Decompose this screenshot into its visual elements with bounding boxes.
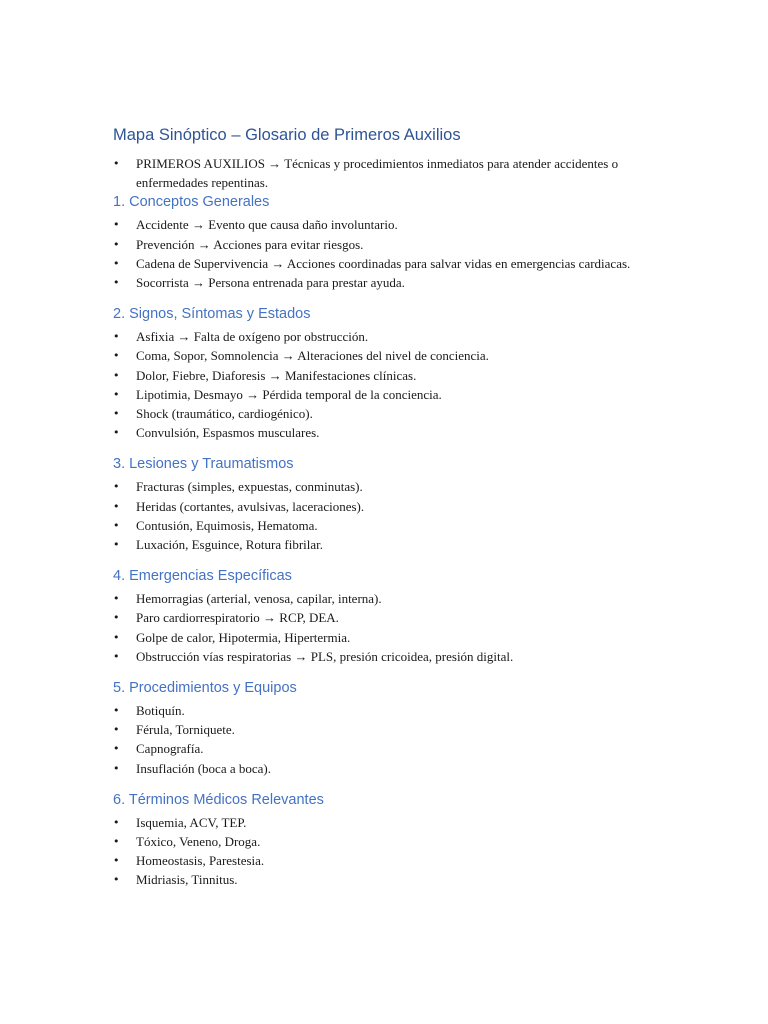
- list-item: [113, 215, 658, 234]
- bullet-dot-icon: •: [113, 330, 120, 344]
- bullet-dot-icon: •: [113, 157, 120, 170]
- list-item: [113, 516, 658, 535]
- section-list: [113, 327, 658, 442]
- list-item: [113, 497, 658, 516]
- bullet-dot-icon: •: [113, 349, 120, 363]
- section-heading: 5. Procedimientos y Equipos: [113, 680, 297, 697]
- list-item: [113, 701, 658, 720]
- list-item: [113, 720, 658, 739]
- list-item-text: Prevención → Acciones para evitar riesgos.: [136, 236, 364, 252]
- list-item-text: Dolor, Fiebre, Diaforesis → Manifestaciones clínicas.: [136, 367, 417, 383]
- bullet-dot-icon: •: [113, 256, 120, 270]
- list-item-text: Convulsión, Espasmos musculares.: [136, 425, 320, 441]
- list-item: [113, 813, 658, 832]
- list-item: [113, 535, 658, 554]
- list-item-text: Midriasis, Tinnitus.: [136, 872, 238, 888]
- list-item-text: Botiquín.: [136, 703, 185, 719]
- list-item: [113, 423, 658, 442]
- list-item-text: Insuflación (boca a boca).: [136, 760, 271, 776]
- list-item-text: Férula, Torniquete.: [136, 722, 235, 738]
- list-item: [113, 254, 658, 273]
- list-item: [113, 608, 658, 627]
- section-heading: 6. Términos Médicos Relevantes: [113, 791, 324, 808]
- list-item-text: Contusión, Equimosis, Hematoma.: [136, 517, 318, 533]
- section-signos-sintomas: [113, 304, 658, 442]
- bullet-dot-icon: •: [113, 742, 120, 756]
- list-item-text: Heridas (cortantes, avulsivas, laceraciones).: [136, 498, 365, 514]
- list-item-text: Homeostasis, Parestesia.: [136, 853, 265, 869]
- list-item: [113, 628, 658, 647]
- bullet-dot-icon: •: [113, 218, 120, 232]
- list-item: [113, 589, 658, 608]
- list-item: [113, 366, 658, 385]
- bullet-dot-icon: •: [113, 368, 120, 382]
- intro-item-text: PRIMEROS AUXILIOS → Técnicas y procedimientos inmediatos para atender accidentes o enfermedades repentinas.: [136, 156, 619, 191]
- intro-item: [113, 154, 658, 192]
- list-item-text: Isquemia, ACV, TEP.: [136, 814, 247, 830]
- list-item: [113, 477, 658, 496]
- section-terminos-medicos: [113, 790, 658, 890]
- list-item: [113, 385, 658, 404]
- section-heading: 2. Signos, Síntomas y Estados: [113, 306, 311, 323]
- list-item-text: Fracturas (simples, expuestas, conminutas).: [136, 479, 363, 495]
- list-item-text: Luxación, Esguince, Rotura fibrilar.: [136, 537, 324, 553]
- document-body: [113, 124, 658, 902]
- bullet-dot-icon: •: [113, 873, 120, 887]
- bullet-dot-icon: •: [113, 276, 120, 290]
- bullet-dot-icon: •: [113, 538, 120, 552]
- bullet-dot-icon: •: [113, 499, 120, 513]
- bullet-dot-icon: •: [113, 649, 120, 663]
- list-item: [113, 647, 658, 666]
- bullet-dot-icon: •: [113, 426, 120, 440]
- list-item: [113, 870, 658, 889]
- list-item: [113, 273, 658, 292]
- section-list: [113, 215, 658, 292]
- list-item: [113, 739, 658, 758]
- document-title: Mapa Sinóptico – Glosario de Primeros Auxilios: [113, 126, 461, 144]
- list-item: [113, 759, 658, 778]
- bullet-dot-icon: •: [113, 630, 120, 644]
- bullet-dot-icon: •: [113, 704, 120, 718]
- list-item: [113, 832, 658, 851]
- bullet-dot-icon: •: [113, 723, 120, 737]
- bullet-dot-icon: •: [113, 407, 120, 421]
- list-item-text: Golpe de calor, Hipotermia, Hipertermia.: [136, 629, 351, 645]
- list-item-text: Asfixia → Falta de oxígeno por obstrucción.: [136, 329, 369, 345]
- section-list: [113, 701, 658, 778]
- section-heading: 4. Emergencias Específicas: [113, 568, 292, 585]
- intro-list: [113, 154, 658, 192]
- list-item: [113, 327, 658, 346]
- list-item-text: Cadena de Supervivencia → Acciones coordinadas para salvar vidas en emergencias cardiacas.: [136, 255, 631, 271]
- list-item: [113, 235, 658, 254]
- section-list: [113, 589, 658, 666]
- section-procedimientos-equipos: [113, 678, 658, 778]
- bullet-dot-icon: •: [113, 854, 120, 868]
- bullet-dot-icon: •: [113, 761, 120, 775]
- section-list: [113, 477, 658, 554]
- section-heading: 1. Conceptos Generales: [113, 194, 270, 211]
- list-item-text: Shock (traumático, cardiogénico).: [136, 406, 313, 422]
- bullet-dot-icon: •: [113, 518, 120, 532]
- section-conceptos-generales: [113, 192, 658, 292]
- section-heading: 3. Lesiones y Traumatismos: [113, 456, 294, 473]
- bullet-dot-icon: •: [113, 611, 120, 625]
- list-item-text: Capnografía.: [136, 741, 204, 757]
- list-item-text: Tóxico, Veneno, Droga.: [136, 834, 261, 850]
- bullet-dot-icon: •: [113, 237, 120, 251]
- list-item: [113, 404, 658, 423]
- list-item-text: Lipotimia, Desmayo → Pérdida temporal de la conciencia.: [136, 386, 442, 402]
- list-item-text: Paro cardiorrespiratorio → RCP, DEA.: [136, 610, 339, 626]
- list-item: [113, 346, 658, 365]
- bullet-dot-icon: •: [113, 480, 120, 494]
- bullet-dot-icon: •: [113, 387, 120, 401]
- list-item-text: Socorrista → Persona entrenada para prestar ayuda.: [136, 275, 405, 291]
- bullet-dot-icon: •: [113, 815, 120, 829]
- bullet-dot-icon: •: [113, 835, 120, 849]
- list-item: [113, 851, 658, 870]
- section-list: [113, 813, 658, 890]
- list-item-text: Obstrucción vías respiratorias → PLS, presión cricoidea, presión digital.: [136, 648, 514, 664]
- bullet-dot-icon: •: [113, 592, 120, 606]
- list-item-text: Accidente → Evento que causa daño involuntario.: [136, 217, 398, 233]
- list-item-text: Hemorragias (arterial, venosa, capilar, interna).: [136, 591, 382, 607]
- list-item-text: Coma, Sopor, Somnolencia → Alteraciones del nivel de conciencia.: [136, 348, 489, 364]
- section-emergencias-especificas: [113, 566, 658, 666]
- section-lesiones-traumatismos: [113, 454, 658, 554]
